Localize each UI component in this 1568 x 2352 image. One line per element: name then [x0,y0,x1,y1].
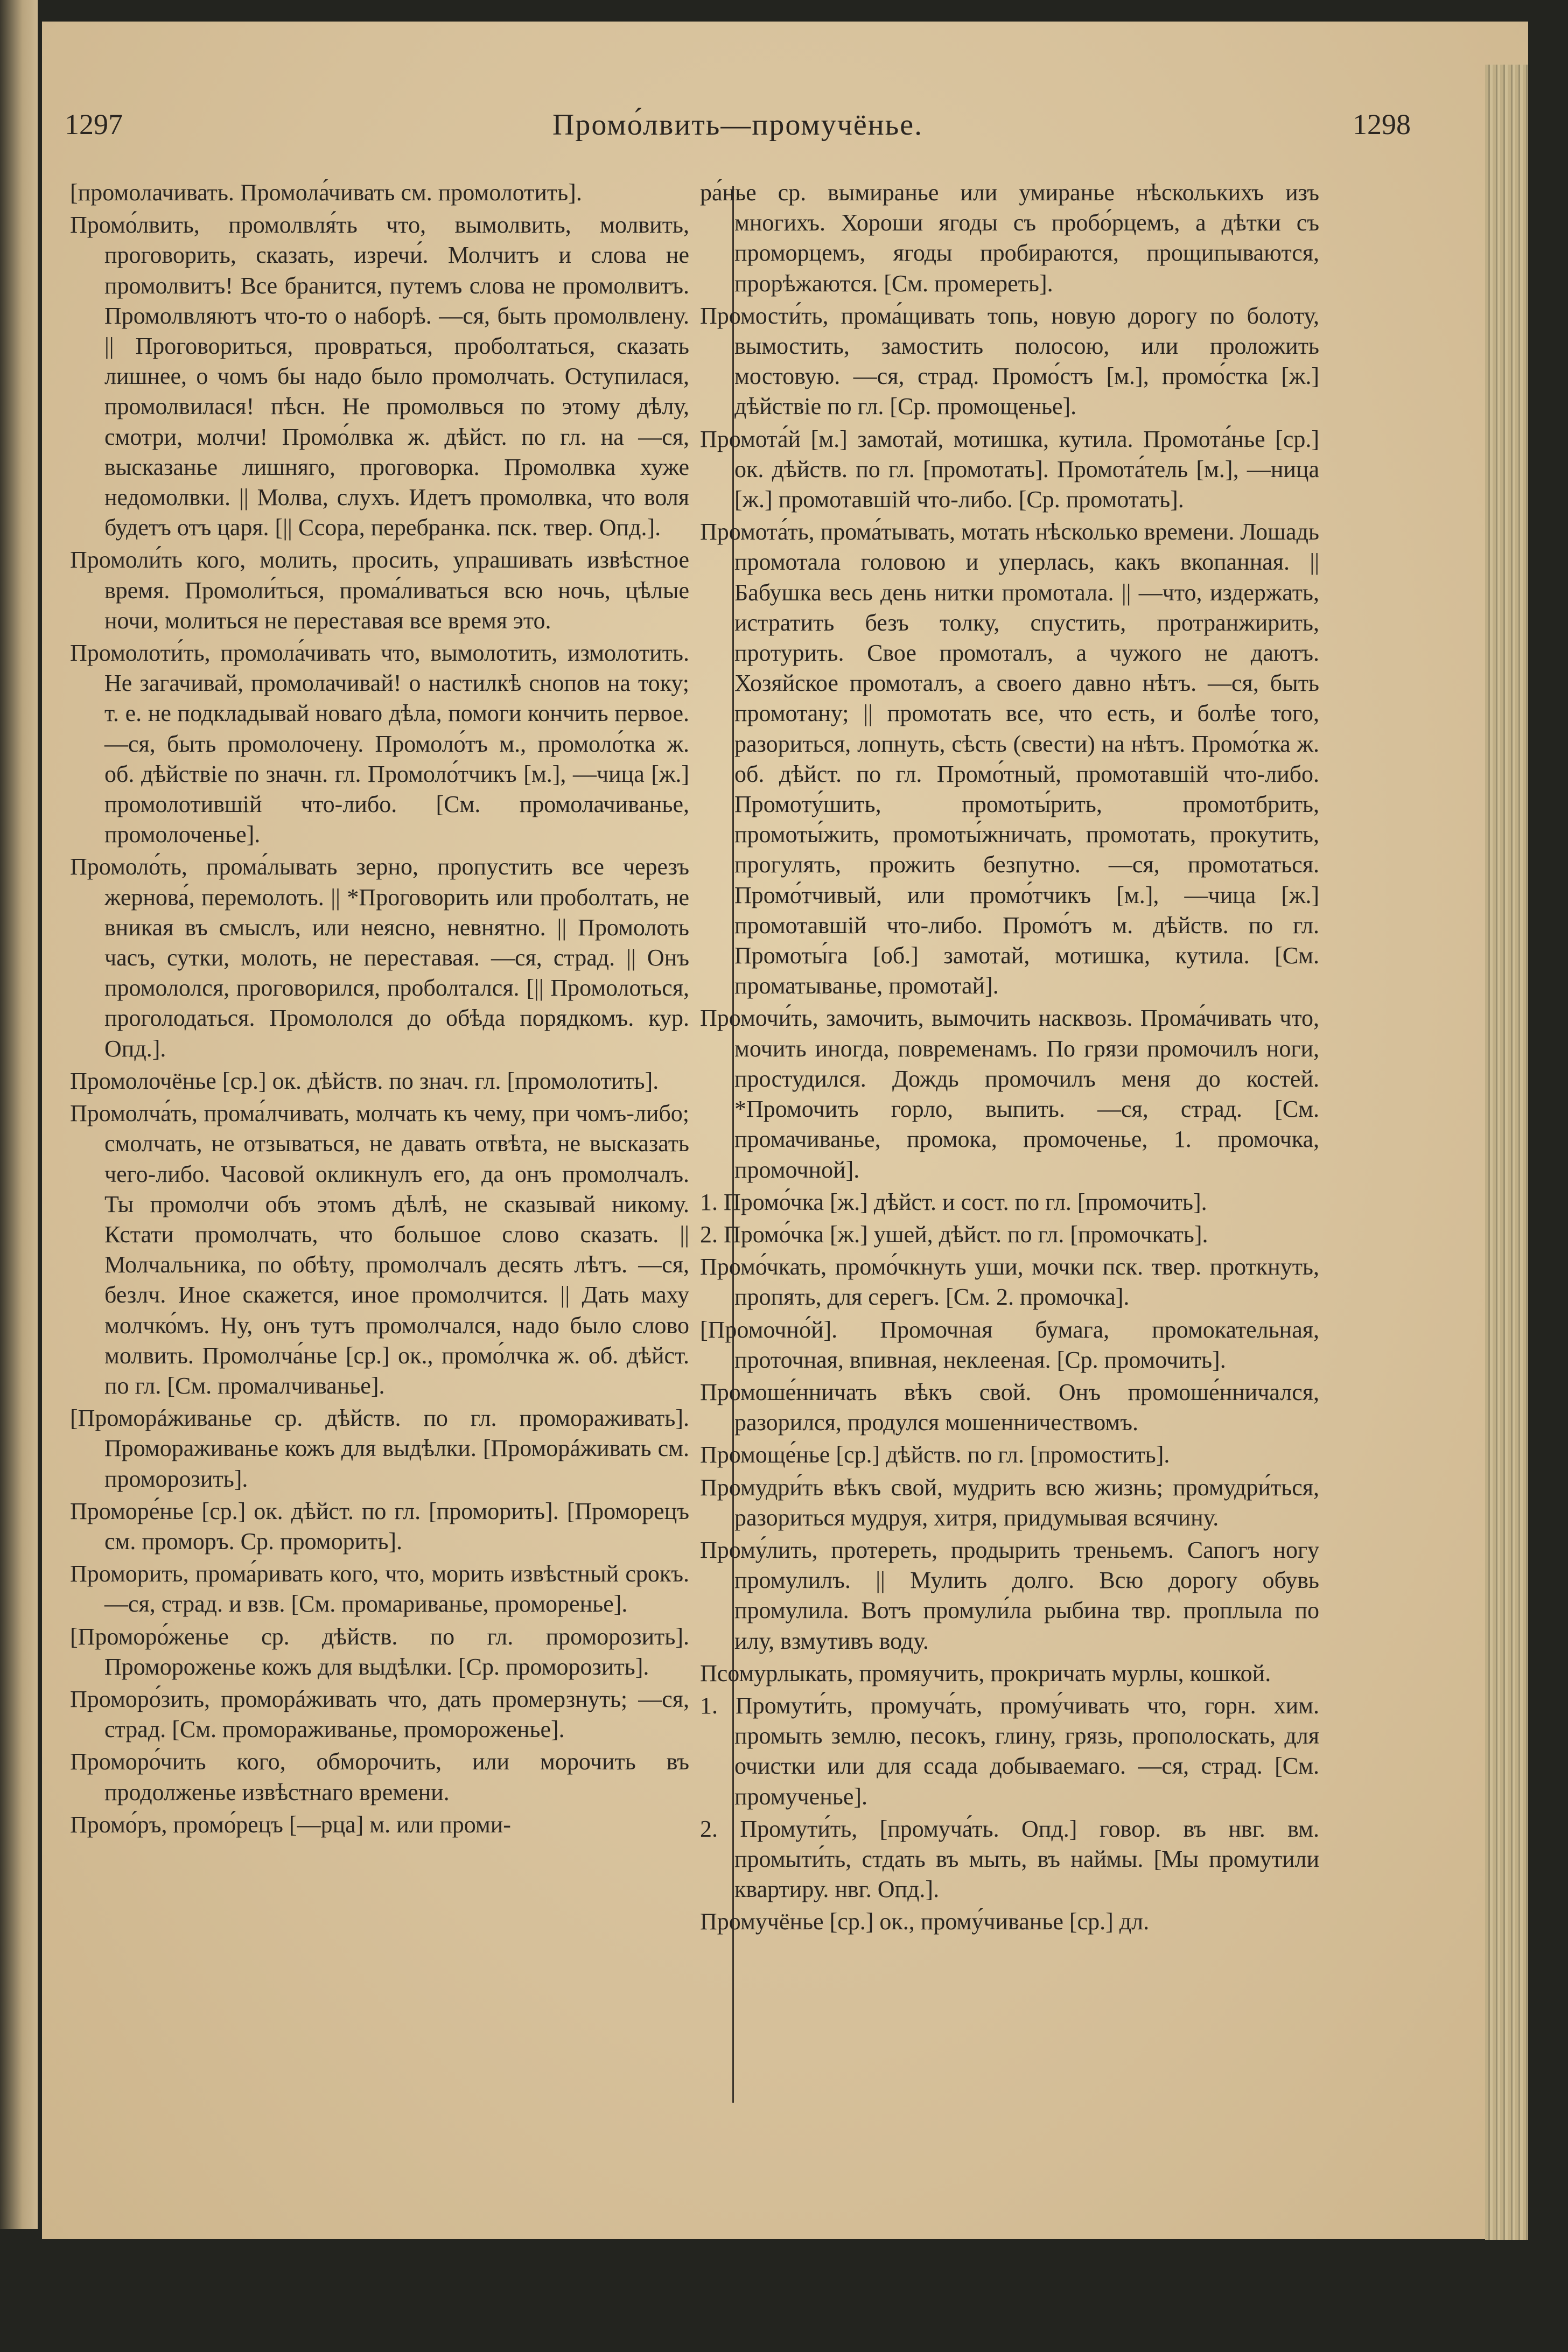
right-column [700,178,1319,1940]
page-title: Промо́лвить—промучёнье. [552,108,923,142]
dictionary-entry: Промо́чкать, промо́чкнуть уши, мочки пск. твер. проткнуть, пропять, для серегъ. [См. 2. промочка]. [700,1254,1319,1311]
dictionary-entry: Промудри́ть вѣкъ свой, мудрить всю жизнь; промудри́ться, разориться мудруя, хитря, придумывая всячину. [700,1474,1319,1531]
dictionary-entry: Промолоти́ть, промола́чивать что, вымолотить, измолотить. Не загачивай, промолачивай! о настилкѣ снопов на току; т. е. не подкладывай новаго дѣла, помоги кончить первое. —ся, быть промолочену. Промоло́тъ м., промоло́тка ж. об. дѣйствіе по значн. гл. Промоло́тчикъ [м.], —чица [ж.] промолотившій что-либо. [См. промолачиванье, промолоченье]. [70,640,689,848]
dictionary-entry: Промо́ръ, промо́рецъ [—рца] м. или проми- [70,1811,511,1838]
dictionary-entry: Промо́лвить, промолвля́ть что, вымолвить, молвить, проговорить, сказать, изречи́. Молчитъ и слова не промолвитъ! Все бранится, путемъ слова не промолвитъ. Промолвляютъ что-то о наборѣ. —ся, быть промолвлену. || Проговориться, проврaться, проболтаться, сказать лишнее, о чомъ бы надо было промолчать. Оступилася, промолвилася! пѣсн. Не промолвься по этому дѣлу, смотри, молчи! Промо́лвка ж. дѣйст. по гл. на —ся, высказанье лишняго, проговорка. Промолвка хуже недомолвки. || Молва, слухъ. Идетъ промолвка, что воля будетъ отъ царя. [|| Ссора, перебранка. пск. твер. Опд.]. [70,212,689,541]
dictionary-entry: [промолачивать. Промола́чивать см. промолотить]. [70,179,582,206]
dictionary-entry: Промоли́ть кого, молить, просить, упрашивать извѣстное время. Промоли́ться, прома́ливаться всю ночь, цѣлые ночи, молиться не переставая все время это. [70,547,689,634]
dictionary-entry: Промоще́нье [ср.] дѣйств. по гл. [промостить]. [700,1441,1170,1468]
dictionary-entry: Промости́ть, прома́щивать топь, новую дорогу по болоту, вымостить, замостить полосою, или проложить мостовую. —ся, страд. Промо́стъ [м.], промо́стка [ж.] дѣйствіе по гл. [Ср. промощенье]. [700,302,1319,420]
dictionary-entry: Промоше́нничать вѣкъ свой. Онъ промоше́нничался, разорился, продулся мошенничествомъ. [700,1378,1319,1436]
dictionary-entry: Промоло́ть, прома́лывать зерно, пропустить все черезъ жернова́, перемолоть. || *Проговорить или проболтать, не вникая въ смыслъ, или неясно, невнятно. || Промолоть часъ, сутки, молоть, не переставая. —ся, страд. || Онъ промололся, проговорился, проболтался. [|| Промолоться, проголодаться. Промололся до обѣда порядкомъ. кур. Опд.]. [70,853,689,1062]
left-column [70,178,689,1842]
dictionary-entry: 1. Промути́ть, промуча́ть, прому́чивать что, горн. хим. промыть землю, песокъ, глину, грязь, прополоскать, для очистки или для ссада добываемаго. —ся, страд. [См. промученье]. [700,1692,1319,1810]
running-header [65,108,1411,151]
page-number-left: 1297 [65,108,123,141]
dictionary-entry: Промолочёнье [ср.] ок. дѣйств. по знач. гл. [промолотить]. [70,1067,659,1094]
adjacent-page-edge [0,0,38,2229]
dictionary-entry: 1. Промо́чка [ж.] дѣйст. и сост. по гл. [промочить]. [700,1188,1207,1215]
dictionary-entry: Промочи́ть, замочить, вымочить насквозь. Прома́чивать что, мочить иногда, повременамъ. По грязи промочилъ ноги, простудился. Дождь промочилъ меня до костей. *Промочить горло, выпить. —ся, страд. [См. промачиванье, промока, промоченье, 1. промочка, промочной]. [700,1005,1319,1183]
dictionary-entry: 2. Промути́ть, [промуча́ть. Опд.] говор. въ нвг. вм. промыти́ть, стдать въ мыть, въ наймы. [Мы промутили квартиру. нвг. Опд.]. [700,1815,1319,1903]
dictionary-entry: Проморо́чить кого, обморочить, или морочить въ продолженье извѣстнаго времени. [70,1748,689,1805]
dictionary-entry: ра́нье ср. вымиранье или умиранье нѣсколькихъ изъ многихъ. Хороши ягоды съ пробо́рцемъ, а дѣтки съ проморцемъ, ягоды пробираются, прощипываются, прорѣжаются. [См. промереть]. [700,179,1319,297]
dictionary-entry: Промучёнье [ср.] ок., прому́чиванье [ср.] дл. [700,1908,1150,1935]
page-number-right: 1298 [1353,108,1411,141]
dictionary-entry: [Проморáживанье ср. дѣйств. по гл. проморaживать]. Проморaживанье кожъ для выдѣлки. [Проморáживать см. проморозить]. [70,1405,689,1492]
dictionary-entry: Промота́й [м.] замотай, мотишка, кутила. Промота́нье [ср.] ок. дѣйств. по гл. [промотать]. Промота́тель [м.], —ница [ж.] промотавшій что-либо. [Ср. промотать]. [700,425,1319,513]
dictionary-entry: Промолча́ть, прома́лчивать, молчать къ чему, при чомъ-либо; смолчать, не отзываться, не давать отвѣта, не высказать чего-либо. Часовой окликнулъ его, да онъ промолчалъ. Ты промолчи объ этомъ дѣлѣ, не сказывай никому. Кстати промолчать, что большое слово сказать. || Молчальника, по обѣту, промолчалъ десять лѣтъ. —ся, безлч. Иное скажется, иное промолчится. || Дать маху молчко́мъ. Ну, онъ тутъ промолчался, надо было слово молвить. Промолча́нье [ср.] ок., промо́лчка ж. об. дѣйст. по гл. [См. промалчиванье]. [70,1100,689,1399]
dictionary-entry: Проморо́зить, проморáживать что, дать промерзнуть; —ся, страд. [См. проморaживанье, проморoженье]. [70,1685,689,1743]
dictionary-entry: [Проморо́женье ср. дѣйств. по гл. проморозить]. Проморoженье кожъ для выдѣлки. [Ср. проморозить]. [70,1623,689,1680]
dictionary-entry: [Промочно́й]. Промочная бумага, промокательная, проточная, впивная, неклееная. [Ср. промочить]. [700,1316,1319,1373]
dictionary-entry: Проморить, прома́ривать кого, что, морить извѣстный срокъ. —ся, страд. и взв. [См. промариванье, проморенье]. [70,1560,689,1618]
dictionary-entry: 2. Промо́чка [ж.] ушей, дѣйст. по гл. [промочкать]. [700,1221,1208,1248]
dictionary-entry: Проморе́нье [ср.] ок. дѣйст. по гл. [проморить]. [Проморецъ см. проморъ. Ср. проморить]. [70,1497,689,1555]
dictionary-entry: Прому́лить, протереть, продырить треньемъ. Сапогъ ногу промулилъ. || Мулить долго. Всю дорогу обувь промулила. Вотъ промули́ла рыбина твр. проплыла по илу, взмутивъ воду. [700,1536,1319,1654]
dictionary-entry: Псомурлыкать, промяучить, прокричать мурлы, кошкой. [700,1660,1271,1686]
page-fore-edge [1485,65,1528,2240]
dictionary-entry: Промота́ть, прома́тывать, мотать нѣсколько времени. Лошадь промотала головою и уперлась, какъ вкопанная. || Бабушка весь день нитки промотала. || —что, издержать, истратить безъ толку, спустить, протранжирить, протурить. Свое промоталъ, а чужого не даютъ. Хозяйское промоталъ, а своего давно нѣтъ. —ся, быть промотану; || промотать все, что есть, и болѣе того, разориться, лопнуть, сѣсть (свести) на нѣтъ. Промо́тка ж. об. дѣйст. по гл. Промо́тный, промотавшій что-либо. Промоту́шить, промоты́рить, промотбрить, промоты́жить, промоты́жничать, промотать, прокутить, прогулять, прожить безпутно. —ся, промотаться. Промо́тчивый, или промо́тчикъ [м.], —чица [ж.] промотавшій что-либо. Промо́тъ м. дѣйств. по гл. Промоты́га [об.] замотай, мотишка, кутила. [См. проматыванье, промотай]. [700,519,1319,999]
